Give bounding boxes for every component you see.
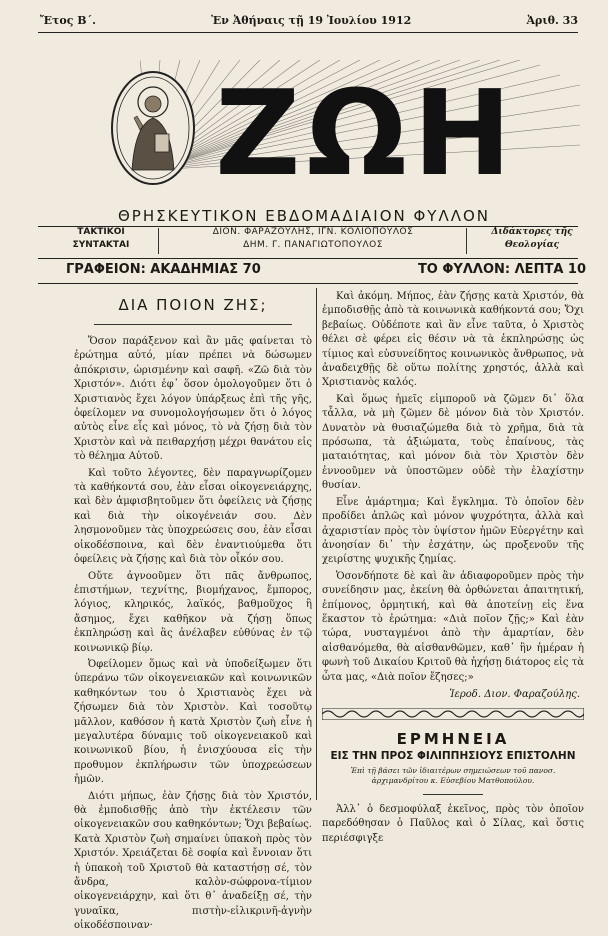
article-title: ΔΙΑ ΠΟΙΟΝ ΖΗΣ; bbox=[118, 296, 268, 314]
editors-bottom-rule bbox=[38, 258, 578, 259]
article-title-rule bbox=[94, 324, 292, 325]
christ-medallion-icon bbox=[110, 70, 196, 186]
article-signature: Ἱεροδ. Διον. Φαραζούλης. bbox=[449, 688, 580, 700]
right-paragraph: Εἶνε ἁμάρτημα; Καὶ ἔγκλημα. Τὸ ὁποῖον δὲν προδίδει ἁπλῶς καὶ μόνον ψυχρότητα, ἀλλὰ καὶ ἀχαριστίαν πρὸς τὸν ὑψίστον ἡμῶν Εὐεργέτην καὶ ἀνοησίαν δι᾿ τὴν ἐσχάτην, ὡς προξενοῦν τῆς χειρίστης ψυχικῆς ζημίας. bbox=[322, 496, 584, 566]
issue-number: Ἀριθ. 33 bbox=[526, 14, 578, 27]
editors-separator-right bbox=[466, 228, 467, 254]
issue-line bbox=[40, 14, 578, 28]
left-paragraph: Ὀφείλομεν ὅμως καὶ νὰ ὑποδείξωμεν ὅτι ὑπεράνω τῶν οἰκογενειακῶν καὶ κοινωνικῶν καθηκόντων του ὁ Χριστιανὸς ἔχει νὰ ζήσωμεν διὰ τὸν Χριστὸν. Καὶ τοσοῦτῳ μᾶλλον, καθόσον ἡ κατὰ Χριστὸν ζωὴ εἶνε ἡ μεγαλυτέρα δύναμις τοῦ οἰκογενειακοῦ καὶ κοινωνικοῦ βίου, ἡ ἐνισχύουσα εἰς τὴν προθυμον ἐκπλήρωσιν τῶν ὑποχρεώσεων ἡμῶν. bbox=[74, 658, 312, 786]
left-paragraph: Καὶ τοῦτο λέγοντες, δὲν παραγνωρίζομεν τὰ καθήκοντά σου, ἐὰν εἶσαι οἰκογενειάρχης, καὶ δὲν ἀμφισβητοῦμεν ὅτι ὀφείλεις νὰ ζήσῃς καὶ διὰ τὴν οἰκογένειάν σου. Δὲν λησμονοῦμεν τὰς ὑποχρεώσεις σου, ἐὰν εἶσαι οἰκοδέσποινα, καὶ δὲν ἐναντιούμεθα ὅτι ὀφείλεις νὰ ζήσῃς καὶ διὰ τὸν οἶκόν σου. bbox=[74, 467, 312, 566]
date-label: Ἐν Ἀθήναις τῇ 19 Ἰουλίου 1912 bbox=[211, 14, 412, 27]
editors-label bbox=[60, 226, 142, 252]
section-subtitle: ΕΙΣ ΤΗΝ ΠΡΟΣ ΦΙΛΙΠΠΗΣΙΟΥΣ ΕΠΙΣΤΟΛΗΝ bbox=[330, 749, 576, 762]
column-divider bbox=[316, 288, 317, 800]
editors-names-line2: ΔΗΜ. Γ. ΠΑΝΑΓΙΩΤΟΠΟΥΛΟΣ bbox=[243, 240, 383, 250]
section-title: ΕΡΜΗΝΕΙΑ bbox=[396, 729, 510, 748]
office-address: ΓΡΑΦΕΙΟΝ: ΑΚΑΔΗΜΙΑΣ 70 bbox=[66, 262, 261, 277]
office-bar bbox=[66, 262, 586, 280]
editors-label-line2: ΣΥΝΤΑΚΤΑΙ bbox=[72, 240, 130, 250]
right-paragraph: Ὁσονδήποτε δὲ καὶ ἂν ἀδιαφοροῦμεν πρὸς τὴν συνείδησιν μας, ἐκείνη θὰ ὀρθώνεται ἀπαιτητική, ἐπίμονος, ὁρμητική, καὶ θὰ ἀποτείνῃ εἰς ἕνα ἕκαστον τὸ ἐρώτημα: «Διὰ ποῖον ζῇς;» Καὶ ἐὰν τώρα, νυσταγμένοι ἀπὸ τὴν ἁμαρτίαν, δὲν αἰσθανόμεθα, θὰ αἰσθανθῶμεν, καθ᾿ ἣν ἡμέραν ἡ φωνὴ τοῦ Δικαίου Κριτοῦ θὰ ἠχήσῃ διάτορος εἰς τὰ ὦτα μας, «Διὰ ποῖον ἔζησες;» bbox=[322, 570, 584, 683]
editors-degree bbox=[472, 226, 592, 252]
editors-separator-left bbox=[158, 228, 159, 254]
left-paragraph: Ὅσον παράξενον καὶ ἂν μᾶς φαίνεται τὸ ἐρώτημα αὐτό, μίαν πρέπει νὰ δώσωμεν ἀπόκρισιν, ὡρισμένην καὶ σαφῆ. «Ζῶ διὰ τὸν Χριστόν». Διότι ἐφ᾿ ὅσον ὁμολογοῦμεν ὅτι ὁ Χριστιανὸς ἔχει λόγον ὑπάρξεως ἐπὶ τῆς γῆς, ὀφείλομεν να συνομολογήσωμεν ὅτι ὁ λόγος αὐτὸς εἶνε εἷς καὶ μόνος, τὸ νὰ ζήσῃ διὰ τὸν Χριστὸν καὶ νὰ πειθαρχήσῃ μέχρι θανάτου εἰς τὸ θέλημα Αὐτοῦ. bbox=[74, 336, 312, 463]
newspaper-title: ΖΩΗ bbox=[215, 64, 518, 202]
left-paragraph: Οὔτε ἀγνοοῦμεν ὅτι πᾶς ἄνθρωπος, ἐπιστήμων, τεχνίτης, βιομήχανος, ἔμπορος, λόγιος, κληρικός, λαϊκός, βαθμοῦχος ἢ ἄσημος, ἔχει καθῆκον νὰ ζήσῃ ὅπως ἐκπληρώσῃ καὶ ἃς ἀνέλαβεν εὐθύνας ἐν τῷ κοινωνικῷ βίῳ. bbox=[74, 570, 312, 654]
editors-names-line1: ΔΙΟΝ. ΦΑΡΑΖΟΥΛΗΣ, ΙΓΝ. ΚΟΛΙΟΠΟΥΛΟΣ bbox=[212, 227, 414, 237]
right-paragraph: Καὶ ἀκόμη. Μήπος, ἐὰν ζήσῃς κατὰ Χριστόν, θὰ ἐμποδισθῇς ἀπὸ τὰ κοινωνικὰ καθήκοντά σου; Ὄχι βεβαίως. Οὐδέποτε καὶ ἂν εἶνε ταῦτα, ὁ Χριστὸς θέλει σὲ φέρει εἰς θέσιν νὰ τὰ ἐκπληρώσῃς ὡς τίμιος καὶ εὐσυνείδητος κοινωνικὸς ἄνθρωπος, νὰ ἀναδειχθῇς δὲ οὕτω πολίτης χρηστός, ἀλλὰ καὶ Χριστιανὸς καλός. bbox=[322, 291, 584, 389]
section-note: Ἐπὶ τῇ βάσει τῶν ἰδιαιτέρων σημειώσεων τοῦ πανοσ. ἀρχιμανδρίτου κ. Εὐσεβίου Ματθοπούλου. bbox=[350, 765, 556, 785]
section-rule bbox=[423, 794, 483, 795]
right-paragraph: Καὶ ὅμως ἡμεῖς εἰμποροῦ νὰ ζῶμεν δι᾿ ὅλα τἆλλα, νὰ μὴ ζῶμεν δὲ μόνον διὰ τὸν Χριστόν. Δυνατὸν νὰ θυσιαζώμεθα διὰ τὸ χρῆμα, διὰ τὰ πρόσωπα, τὰ ἀξιώματα, τοὺς ἐπαίνους, τὰς ματαιότητας, καὶ μόνον διὰ τὸν Χριστὸν δὲν ἐννοοῦμεν νὰ ὑποστῶμεν οὐδὲ τὴν ἐλαχίστην θυσίαν. bbox=[322, 393, 584, 492]
editors-box bbox=[60, 226, 590, 256]
top-rule bbox=[38, 32, 578, 33]
left-paragraph: Διότι μήπως, ἐὰν ζήσῃς διὰ τὸν Χριστόν, θὰ ἐμποδισθῇς ἀπὸ τὴν ἐκτέλεσιν τῶν οἰκογενειακῶν σου καθηκόντων; Ὄχι βεβαίως. Κατὰ Χριστὸν ζωὴ σημαίνει ὑπακοὴ πρὸς τὸν Χριστόν. Χρειάζεται δὲ σοφία καὶ ἔννοιαν ὅτι ἡ ὑπακοὴ τοῦ Χριστοῦ θὰ καταστήσῃ σέ, τὸν ἄνδρα, καλὸν-σώφρονα-τίμιον οἰκογενειάρχην, καὶ ὅτι θ᾿ ἀναδείξῃ σέ, τὴν γυναῖκα, πιστὴν-εἰλικρινῆ-ἀγνὴν οἰκοδέσποιναν· bbox=[74, 790, 312, 932]
section-paragraph: Ἀλλ᾿ ὁ δεσμοφύλαξ ἐκεῖνος, πρὸς τὸν ὁποῖον παρεδόθησαν ὁ Παῦλος καὶ ὁ Σίλας, καὶ ὅστις περιέσφιγξε bbox=[322, 803, 584, 844]
issue-price: ΤΟ ΦΥΛΛΟΝ: ΛΕΠΤΑ 10 bbox=[417, 262, 586, 277]
editors-names bbox=[178, 226, 448, 252]
newspaper-subtitle: ΘΡΗΣΚΕΥΤΙΚΟΝ ΕΒΔΟΜΑΔΙΑΙΟΝ ΦΥΛΛΟΝ bbox=[117, 207, 491, 225]
editors-degree-line2: Θεολογίας bbox=[504, 240, 560, 250]
editors-label-line1: ΤΑΚΤΙΚΟΙ bbox=[77, 227, 125, 237]
ornament-border-icon bbox=[322, 708, 584, 720]
editors-degree-line1: Διδάκτορες τῆς bbox=[491, 227, 573, 237]
left-column bbox=[74, 292, 312, 936]
office-bottom-rule bbox=[38, 283, 578, 284]
year-label: Ἔτος Β΄. bbox=[40, 14, 96, 27]
right-column bbox=[322, 290, 584, 848]
